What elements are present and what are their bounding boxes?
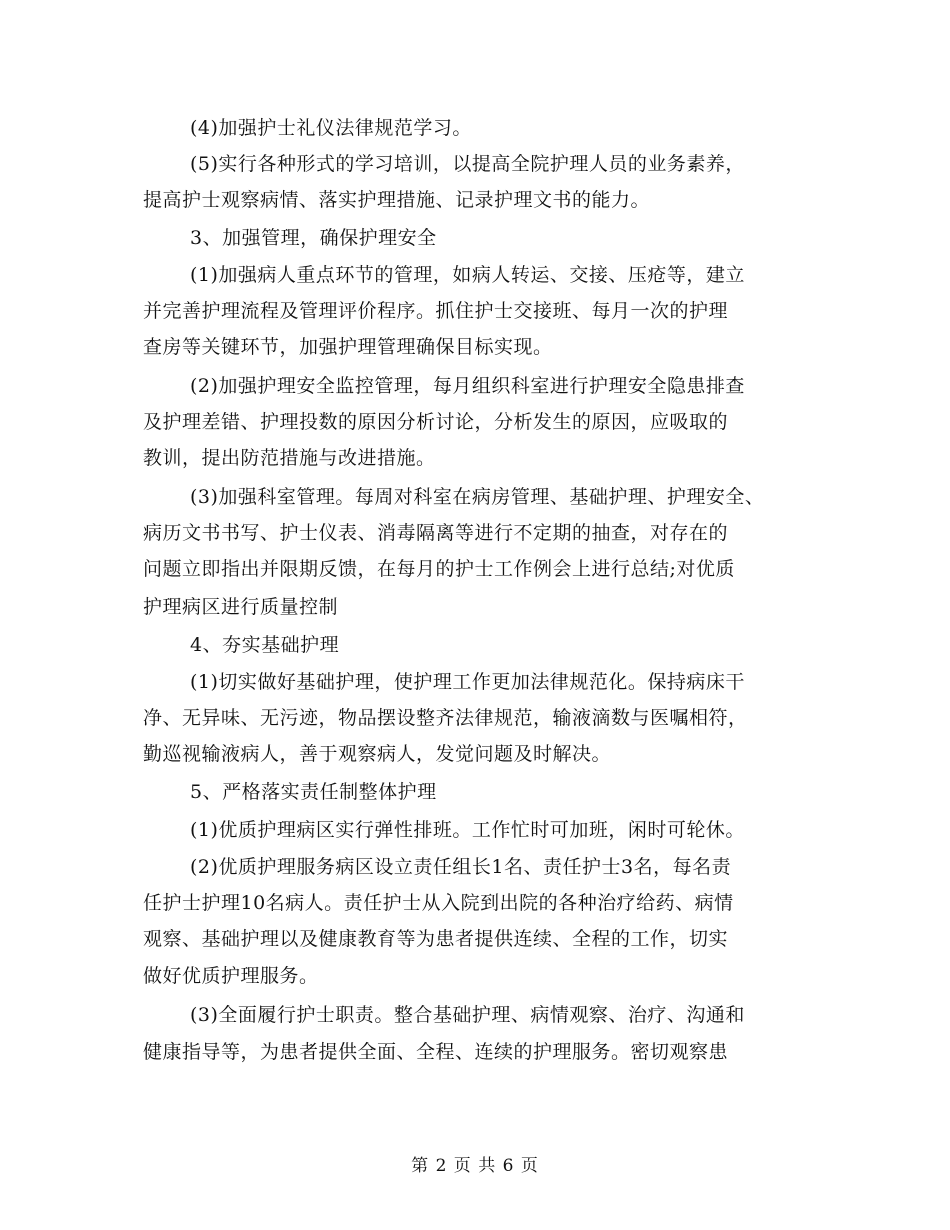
paragraph-line: 勤巡视输液病人，善于观察病人，发觉问题及时解决。: [143, 743, 612, 765]
paragraph-line: 做好优质护理服务。: [143, 965, 319, 987]
paragraph-line: 病历文书书写、护士仪表、消毒隔离等进行不定期的抽查，对存在的: [143, 522, 729, 544]
paragraph-line: 并完善护理流程及管理评价程序。抓住护士交接班、每月一次的护理: [143, 300, 729, 322]
paragraph-line: 问题立即指出并限期反馈，在每月的护士工作例会上进行总结;对优质: [143, 558, 735, 580]
page-number-footer: 第 2 页 共 6 页: [411, 1156, 539, 1176]
paragraph-line: 观察、基础护理以及健康教育等为患者提供连续、全程的工作，切实: [143, 928, 729, 950]
paragraph-line: (4)加强护士礼仪法律规范学习。: [190, 117, 472, 139]
paragraph-line: (2)加强护理安全监控管理，每月组织科室进行护理安全隐患排查: [190, 375, 745, 397]
paragraph-line: 健康指导等，为患者提供全面、全程、连续的护理服务。密切观察患: [143, 1041, 729, 1063]
paragraph-line: (1)优质护理病区实行弹性排班。工作忙时可加班，闲时可轮休。: [190, 819, 745, 841]
section-heading: 4、夯实基础护理: [190, 634, 340, 656]
paragraph-line: 教训，提出防范措施与改进措施。: [143, 447, 436, 469]
paragraph-line: 及护理差错、护理投数的原因分析讨论，分析发生的原因，应吸取的: [143, 411, 729, 433]
paragraph-line: 提高护士观察病情、落实护理措施、记录护理文书的能力。: [143, 189, 651, 211]
paragraph-line: 查房等关键环节，加强护理管理确保目标实现。: [143, 336, 553, 358]
paragraph-line: (1)加强病人重点环节的管理，如病人转运、交接、压疮等，建立: [190, 264, 745, 286]
paragraph-line: 净、无异味、无污迹，物品摆设整齐法律规范，输液滴数与医嘱相符，: [143, 707, 748, 729]
paragraph-line: (3)全面履行护士职责。整合基础护理、病情观察、治疗、沟通和: [190, 1004, 745, 1026]
section-heading: 5、严格落实责任制整体护理: [190, 781, 437, 803]
paragraph-line: (3)加强科室管理。每周对科室在病房管理、基础护理、护理安全、: [190, 486, 765, 508]
paragraph-line: 任护士护理10名病人。责任护士从入院到出院的各种治疗给药、病情: [143, 892, 734, 914]
paragraph-line: (2)优质护理服务病区设立责任组长1名、责任护士3名，每名责: [190, 856, 732, 878]
paragraph-line: (5)实行各种形式的学习培训，以提高全院护理人员的业务素养，: [190, 153, 745, 175]
section-heading: 3、加强管理，确保护理安全: [190, 227, 437, 249]
paragraph-line: (1)切实做好基础护理，使护理工作更加法律规范化。保持病床干: [190, 671, 745, 693]
paragraph-line: 护理病区进行质量控制: [143, 596, 339, 618]
